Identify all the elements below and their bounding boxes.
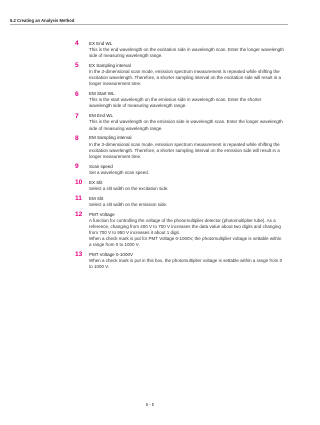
entry-description: This is the start wavelength on the emission side in wavelength scan. Enter the shorter wavelength side of measuring wavelength range.: [89, 97, 262, 109]
entry-number: 8: [75, 134, 79, 142]
entry-title: EM Sampling interval: [89, 135, 132, 141]
entry-number: 13: [75, 251, 83, 259]
header-rule: [10, 24, 288, 25]
entry-number: 10: [75, 178, 83, 186]
entry-pmt-voltage: [73, 212, 285, 249]
entry-description: In the 3-dimensional scan mode, emission spectrum measurement is repeated while shifting the excitation wavelength. Therefore, a shorter sampling interval on the excitation side will result in a longer measurement time.: [89, 69, 282, 87]
entry-pmt-voltage-0-1000v: [73, 252, 285, 270]
entry-description: Set a wavelength scan speed.: [89, 169, 150, 175]
parameter-list: [73, 41, 285, 274]
entry-description: This is the end wavelength on the emission side in wavelength scan. Enter the longer wavelength side of measuring wavelength range.: [89, 119, 283, 131]
entry-title: EM Start WL: [89, 91, 115, 97]
entry-title: EX Sampling interval: [89, 63, 131, 69]
entry-number: 5: [75, 62, 79, 70]
entry-ex-sampling-interval: [73, 63, 285, 87]
entry-title: EM End WL: [89, 113, 114, 119]
entry-description: When a check mark is put in this box, the photomultiplier voltage is settable within a range from 0 to 1000 V.: [89, 257, 283, 270]
entry-description: Select a slit width on the emission side.: [89, 201, 168, 207]
entry-em-end-wl: [73, 113, 285, 131]
entry-ex-slit: [73, 180, 285, 192]
entry-number: 9: [75, 162, 79, 170]
entry-description: A function for controlling the voltage of the photomultiplier detector (photomultiplier tube). As a reference, changing from 400 V to 700 V increases the data value about two digits and changing from 700 V to 950 V increases it about 1 digit.: [89, 217, 281, 235]
entry-title: PMT Voltage: [89, 211, 115, 217]
entry-em-slit: [73, 196, 285, 208]
entry-number: 12: [75, 210, 83, 218]
entry-number: 7: [75, 112, 79, 120]
entry-number: 4: [75, 40, 79, 48]
entry-title: EX Slit: [89, 179, 103, 185]
entry-number: 6: [75, 90, 79, 98]
entry-title: PMT Voltage 0-1000V: [89, 251, 133, 257]
entry-description-note: When a check mark is put for PMT Voltage 0-1000V, the photomultiplier voltage is settable within a range from 0 to 1000 V.: [89, 235, 282, 247]
entry-description: This is the end wavelength on the excitation side in wavelength scan. Enter the longer wavelength side of measuring wavelength range.: [89, 47, 284, 59]
entry-title: EX End WL: [89, 41, 113, 46]
entry-em-start-wl: [73, 91, 285, 109]
page-number: 5 - 5: [145, 402, 155, 407]
entry-description: In the 3-dimensional scan mode, emission spectrum measurement is repeated while shifting the excitation wavelength. Therefore, a shorter sampling interval on the emission side will result in a longer measurement time.: [89, 141, 280, 159]
entry-description: Select a slit width on the excitation side.: [89, 185, 169, 191]
entry-title: EM Slit: [89, 195, 104, 201]
running-header: 5.2 Creating an Analysis Method: [10, 18, 75, 23]
entry-number: 11: [75, 194, 82, 202]
entry-scan-speed: [73, 164, 285, 176]
entry-em-sampling-interval: [73, 135, 285, 159]
entry-ex-end-wl: [73, 41, 285, 59]
entry-title: Scan speed: [89, 163, 113, 169]
